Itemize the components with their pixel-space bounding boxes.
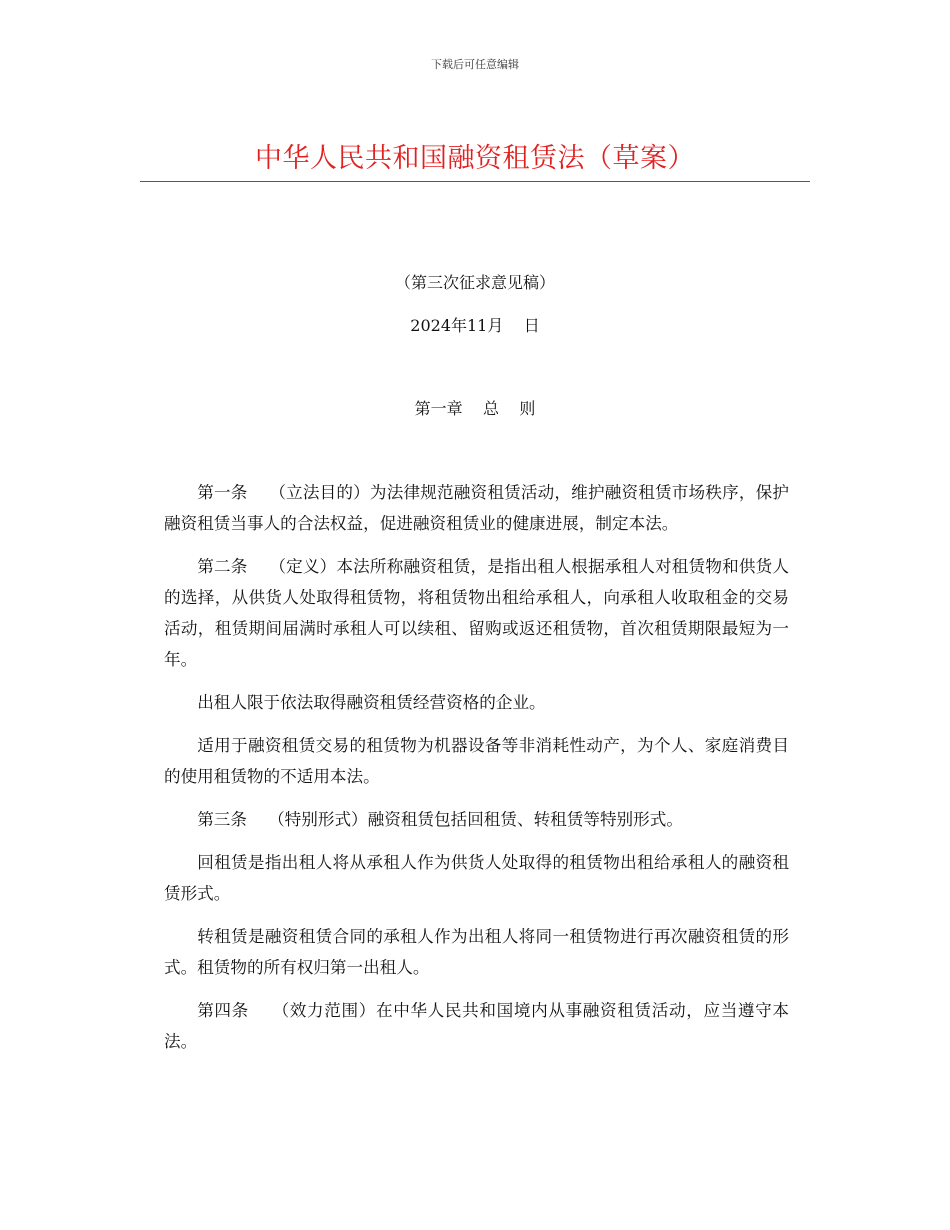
document-title: 中华人民共和国融资租赁法（草案）: [255, 143, 695, 174]
draft-subtitle: （第三次征求意见稿）: [394, 273, 555, 292]
article-number: 第四条: [197, 1001, 273, 1020]
paragraph-article-2-scope: [164, 730, 789, 792]
paragraph-text: 转租赁是融资租赁合同的承租人作为出租人将同一租赁物进行再次融资租赁的形式。租赁物的所有权归第一出租人。: [164, 927, 789, 977]
paragraph-text: （特别形式）融资租赁包括回租赁、转租赁等特别形式。: [268, 810, 683, 829]
paragraph-article-4: [164, 995, 789, 1057]
paragraph-article-3: [164, 804, 789, 835]
paragraph-article-2-lessor: [164, 687, 789, 718]
date-line: 2024年11月 日: [410, 316, 540, 335]
title-divider: [140, 181, 810, 182]
paragraph-article-3-sublease: [164, 921, 789, 983]
paragraph-text: （定义）本法所称融资租赁，是指出租人根据承租人对租赁物和供货人的选择，从供货人处取得租赁物，将租赁物出租给承租人，向承租人收取租金的交易活动，租赁期间届满时承租人可以续租、留购或返还租赁物，首次租赁期限最短为一年。: [164, 557, 789, 669]
paragraph-text: 回租赁是指出租人将从承租人作为供货人处取得的租赁物出租给承租人的融资租赁形式。: [164, 853, 789, 903]
paragraph-text: （效力范围）在中华人民共和国境内从事融资租赁活动，应当遵守本法。: [164, 1001, 789, 1051]
paragraph-article-2: [164, 551, 789, 675]
paragraph-text: （立法目的）为法律规范融资租赁活动，维护融资租赁市场秩序，保护融资租赁当事人的合法权益，促进融资租赁业的健康进展，制定本法。: [164, 483, 789, 533]
paragraph-article-3-leaseback: [164, 847, 789, 909]
header-note: 下载后可任意编辑: [431, 58, 519, 71]
document-body: [164, 477, 789, 1069]
article-number: 第二条: [197, 557, 270, 576]
paragraph-text: 适用于融资租赁交易的租赁物为机器设备等非消耗性动产，为个人、家庭消费目的使用租赁物的不适用本法。: [164, 736, 789, 786]
paragraph-text: 出租人限于依法取得融资租赁经营资格的企业。: [197, 693, 546, 712]
chapter-heading: 第一章 总 则: [414, 399, 536, 418]
paragraph-article-1: [164, 477, 789, 539]
article-number: 第一条: [197, 483, 270, 502]
article-number: 第三条: [197, 810, 269, 829]
